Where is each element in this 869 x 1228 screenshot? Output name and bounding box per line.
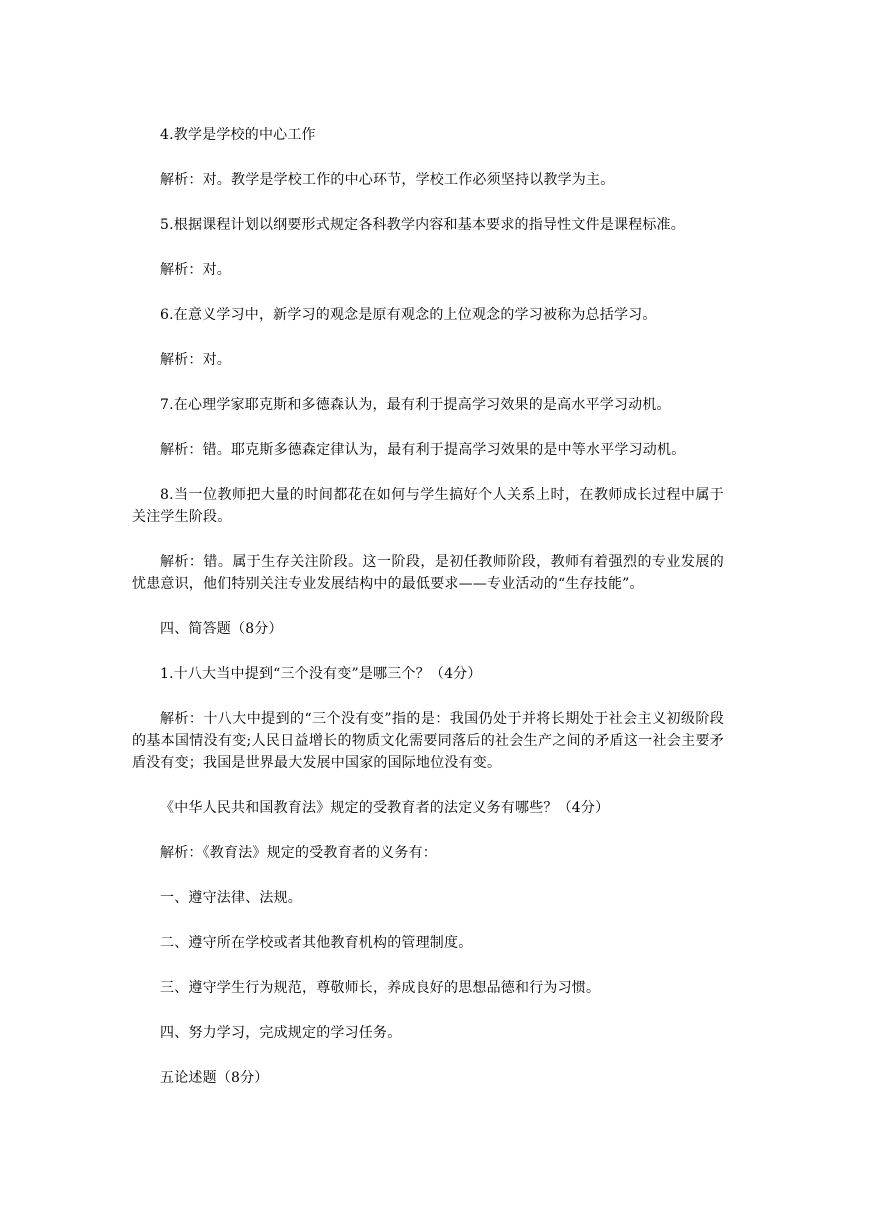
- section-heading-essay: 五论述题（8分）: [160, 1070, 269, 1086]
- document-body: [132, 124, 724, 1112]
- short-answer-1-explanation: 解析：十八大中提到的“三个没有变”指的是：我国仍处于并将长期处于社会主义初级阶段的基本国情没有变;人民日益增长的物质文化需要同落后的社会生产之间的矛盾这一社会主要矛盾没有变；我国是世界最大发展中国家的国际地位没有变。: [132, 711, 724, 771]
- short-answer-question-1: 1.十八大当中提到“三个没有变”是哪三个？（4分）: [160, 666, 482, 682]
- answer-4: 解析：对。教学是学校工作的中心环节，学校工作必须坚持以教学为主。: [160, 172, 615, 188]
- question-6: 6.在意义学习中，新学习的观念是原有观念的上位观念的学习被称为总括学习。: [160, 307, 657, 323]
- question-7: 7.在心理学家耶克斯和多德森认为，最有利于提高学习效果的是高水平学习动机。: [160, 397, 671, 413]
- obligation-item-1: 一、遵守法律、法规。: [160, 890, 302, 906]
- obligation-item-3: 三、遵守学生行为规范，尊敬师长，养成良好的思想品德和行为习惯。: [160, 980, 601, 996]
- obligation-item-4: 四、努力学习，完成规定的学习任务。: [160, 1025, 402, 1041]
- short-answer-question-2: 《中华人民共和国教育法》规定的受教育者的法定义务有哪些？（4分）: [160, 800, 610, 816]
- obligation-item-2: 二、遵守所在学校或者其他教育机构的管理制度。: [160, 935, 473, 951]
- answer-8: 解析：错。属于生存关注阶段。这一阶段，是初任教师阶段，教师有着强烈的专业发展的忧患意识，他们特别关注专业发展结构中的最低要求——专业活动的“生存技能”。: [132, 554, 724, 592]
- answer-7: 解析：错。耶克斯多德森定律认为，最有利于提高学习效果的是中等水平学习动机。: [160, 442, 686, 458]
- question-4: 4.教学是学校的中心工作: [160, 127, 316, 143]
- question-5: 5.根据课程计划以纲要形式规定各科教学内容和基本要求的指导性文件是课程标准。: [160, 217, 685, 233]
- short-answer-2-explanation: 解析：《教育法》规定的受教育者的义务有：: [160, 845, 437, 861]
- section-heading-short-answer: 四、简答题（8分）: [160, 621, 283, 637]
- question-8: 8.当一位教师把大量的时间都花在如何与学生搞好个人关系上时，在教师成长过程中属于关注学生阶段。: [132, 487, 724, 525]
- answer-5: 解析：对。: [160, 262, 231, 278]
- answer-6: 解析：对。: [160, 352, 231, 368]
